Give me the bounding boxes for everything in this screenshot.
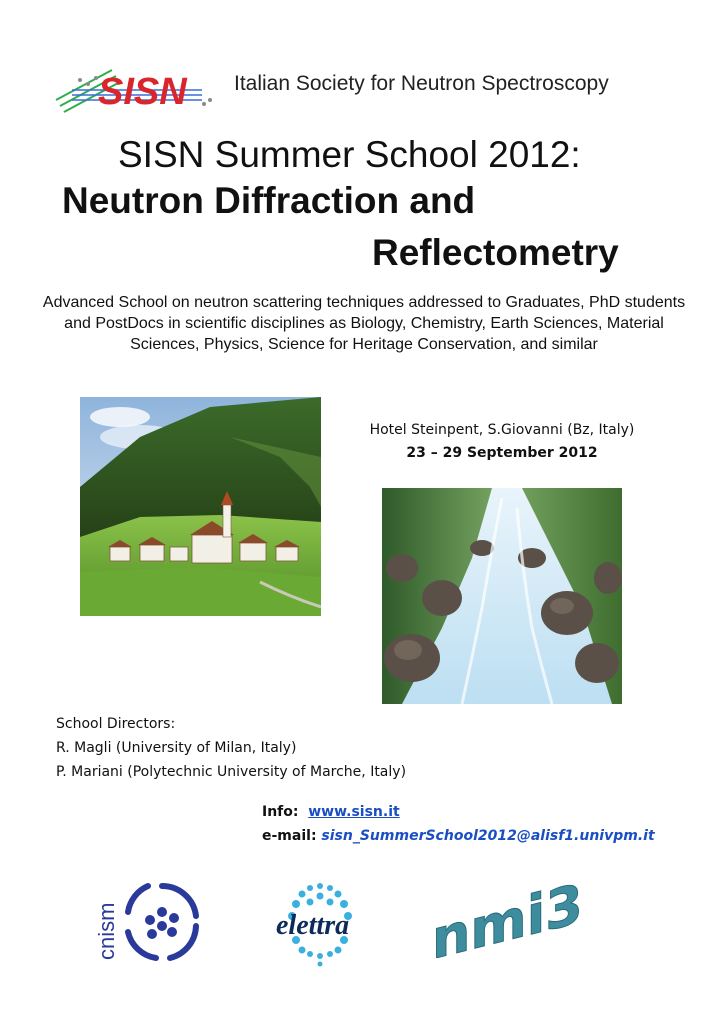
contact-info: [262, 800, 655, 848]
website-link[interactable]: www.sisn.it: [308, 804, 400, 820]
svg-text:cnism: cnism: [96, 902, 119, 960]
nmi3-logo: [428, 880, 604, 958]
society-name: Italian Society for Neutron Spectroscopy: [234, 72, 609, 95]
svg-text:nmi3: nmi3: [432, 880, 583, 958]
director-magli: R. Magli (University of Milan, Italy): [56, 740, 297, 756]
school-dates: 23 – 29 September 2012: [406, 445, 598, 461]
school-directors: [56, 712, 406, 784]
svg-text:elettra: elettra: [276, 910, 350, 941]
directors-heading: School Directors:: [56, 716, 176, 732]
waterfall-photo: [382, 488, 622, 704]
title-line-3: Reflectometry: [372, 232, 619, 273]
cnism-logo: [96, 876, 204, 966]
info-label: Info:: [262, 804, 299, 820]
sisn-logo: [52, 62, 214, 114]
school-description: Advanced School on neutron scattering techniques addressed to Graduates, PhD students and PostDocs in scientific disciplines as Biology, Chemistry, Earth Sciences, Material Sciences, Physics, Science for Heritage Conservation, and similar: [42, 294, 686, 353]
email-label: e-mail:: [262, 828, 317, 844]
svg-text:SISN: SISN: [98, 71, 187, 113]
village-photo: [80, 397, 321, 616]
director-mariani: P. Mariani (Polytechnic University of Marche, Italy): [56, 764, 407, 780]
title-line-2: Neutron Diffraction and: [62, 180, 476, 221]
email-link[interactable]: sisn_SummerSchool2012@alisf1.univpm.it: [321, 828, 655, 844]
elettra-logo: [270, 876, 370, 968]
title-line-1: SISN Summer School 2012:: [118, 134, 581, 175]
venue-info: [330, 419, 674, 465]
venue-location: Hotel Steinpent, S.Giovanni (Bz, Italy): [369, 422, 635, 438]
